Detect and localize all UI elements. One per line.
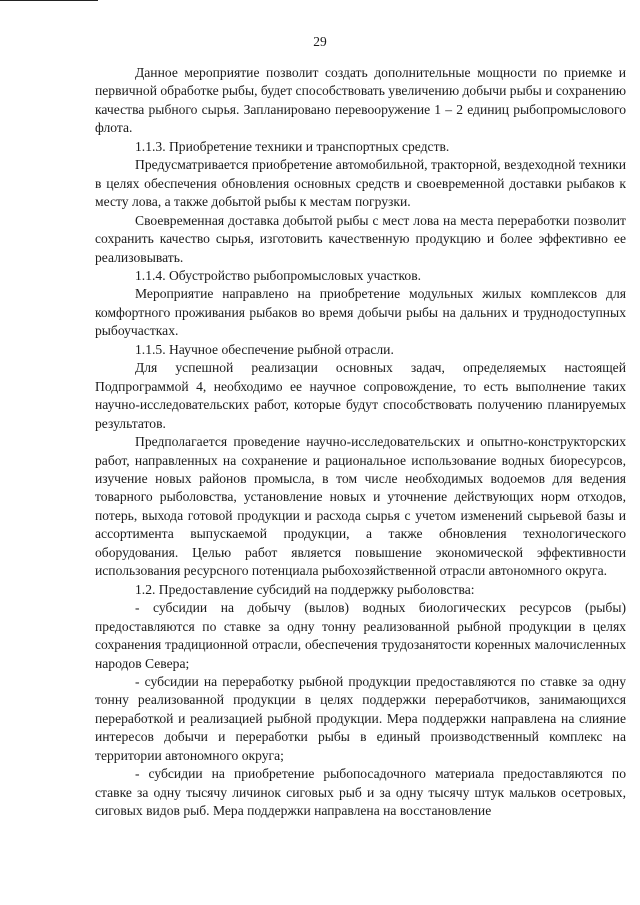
paragraph-scientific-support: Для успешной реализации основных задач, определяемых настоящей Подпрограммой 4, необходимо ее научное сопровождение, то есть выполнение таких научно-исследовательских работ, которые будут способствовать получению планируемых результатов. bbox=[95, 360, 626, 431]
section-heading-1-1-5: 1.1.5. Научное обеспечение рыбной отрасли. bbox=[135, 341, 394, 357]
paragraph-timely-delivery: Своевременная доставка добытой рыбы с мест лова на места переработки позволит сохранить качество сырья, изготовить качественную продукцию и более эффективно ее реализовывать. bbox=[95, 212, 626, 265]
page-number: 29 bbox=[313, 34, 327, 49]
document-body bbox=[95, 64, 626, 821]
list-item-catch-subsidy: - субсидии на добычу (вылов) водных биологических ресурсов (рыбы) предоставляются по ставке за одну тонну реализованной рыбной продукции в целях сохранения традиционной отрасли, обеспечения трудозанятости коренных малочисленных народов Севера; bbox=[95, 600, 626, 671]
list-item-stocking-subsidy: - субсидии на приобретение рыбопосадочного материала предоставляются по ставке за одну тысячу личинок сиговых рыб и за одну тысячу штук мальков осетровых, сиговых видов рыб. Мера поддержки направлена на восстановление bbox=[95, 766, 626, 819]
section-heading-1-1-3: 1.1.3. Приобретение техники и транспортных средств. bbox=[135, 138, 450, 154]
list-item-processing-subsidy: - субсидии на переработку рыбной продукции предоставляются по ставке за одну тонну реализованной продукции в целях поддержки переработчиков, занимающихся переработкой и реализацией рыбной продукции. Мера поддержки направлена на слияние интересов добычи и переработки рыбы в единый производственный комплекс на территории автономного округа; bbox=[95, 673, 626, 763]
section-heading-1-1-4: 1.1.4. Обустройство рыбопромысловых участков. bbox=[135, 267, 422, 283]
paragraph-fleet-rearmament: Данное мероприятие позволит создать дополнительные мощности по приемке и первичной обработке рыбы, будет способствовать увеличению добычи рыбы и сохранению качества рыбного сырья. Запланировано перевооружение 1 – 2 единиц рыбопромыслового флота. bbox=[95, 65, 626, 136]
paragraph-research-works: Предполагается проведение научно-исследовательских и опытно-конструкторских работ, направленных на сохранение и рациональное использование водных биоресурсов, изучение новых районов промысла, в том числе необходимых водоемов для ведения товарного рыболовства, установление новых и уточнение действующих норм отходов, потерь, выхода готовой продукции и расхода сырья с учетом изменений сырьевой базы и ассортимента выпускаемой продукции, а также обновления технологического оборудования. Целью работ является повышение экономической эффективности использования ресурсного потенциала рыбохозяйственной отрасли автономного округа. bbox=[95, 434, 626, 579]
paragraph-modular-housing: Мероприятие направлено на приобретение модульных жилых комплексов для комфортного проживания рыбаков во время добычи рыбы на дальних и труднодоступных рыбоучастках. bbox=[95, 286, 626, 339]
scan-edge-line bbox=[0, 0, 98, 1]
paragraph-vehicle-purchase: Предусматривается приобретение автомобильной, тракторной, вездеходной техники в целях обеспечения обновления основных средств и своевременной доставки рыбаков к месту лова, а также добытой рыбы к местам погрузки. bbox=[95, 157, 626, 210]
section-heading-1-2: 1.2. Предоставление субсидий на поддержку рыболовства: bbox=[135, 581, 475, 597]
